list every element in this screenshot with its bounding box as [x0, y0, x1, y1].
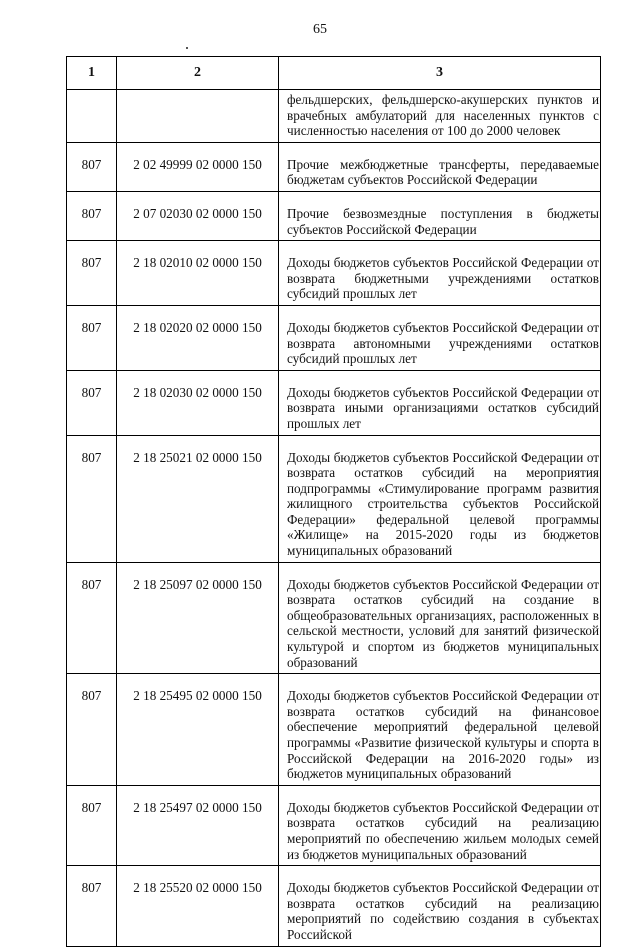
revenue-code-cell: 2 18 25021 02 0000 150: [117, 435, 279, 562]
description-cell: Доходы бюджетов субъектов Российской Федерации от возврата бюджетными учреждениями остатков субсидий прошлых лет: [279, 241, 601, 306]
scan-speck: [186, 47, 188, 49]
table-row: [67, 562, 601, 674]
table-row: [67, 305, 601, 370]
revenue-code-cell: 2 18 25497 02 0000 150: [117, 785, 279, 865]
table-row: [67, 785, 601, 865]
table-row: [67, 866, 601, 946]
admin-code-cell: 807: [67, 674, 117, 786]
description-cell: фельдшерских, фельдшерско-акушерских пунктов и врачебных амбулаторий для населенных пунктов с численностью населения от 100 до 2000 человек: [279, 90, 601, 143]
table-row: [67, 191, 601, 240]
revenue-codes-table: [66, 56, 601, 947]
table-row: [67, 241, 601, 306]
description-cell: Доходы бюджетов субъектов Российской Федерации от возврата автономными учреждениями остатков субсидий прошлых лет: [279, 305, 601, 370]
revenue-code-cell: 2 07 02030 02 0000 150: [117, 191, 279, 240]
description-cell: Доходы бюджетов субъектов Российской Федерации от возврата остатков субсидий на создание в общеобразовательных организациях, расположенных в сельской местности, условий для занятий физической культурой и спортом из бюджетов муниципальных образований: [279, 562, 601, 674]
admin-code-cell: 807: [67, 305, 117, 370]
table-row: [67, 370, 601, 435]
table-row: [67, 674, 601, 786]
description-cell: Доходы бюджетов субъектов Российской Федерации от возврата остатков субсидий на мероприятия подпрограммы «Стимулирование программ развития жилищного строительства субъектов Российской Федерации» федеральной целевой программы «Жилище» на 2015-2020 годы из бюджетов муниципальных образований: [279, 435, 601, 562]
revenue-code-cell: [117, 90, 279, 143]
admin-code-cell: 807: [67, 142, 117, 191]
revenue-code-cell: 2 18 25097 02 0000 150: [117, 562, 279, 674]
admin-code-cell: 807: [67, 562, 117, 674]
description-cell: Доходы бюджетов субъектов Российской Федерации от возврата иными организациями остатков субсидий прошлых лет: [279, 370, 601, 435]
admin-code-cell: 807: [67, 866, 117, 946]
table-row: [67, 435, 601, 562]
column-header-1: 1: [67, 57, 117, 90]
column-header-3: 3: [279, 57, 601, 90]
revenue-code-cell: 2 18 02030 02 0000 150: [117, 370, 279, 435]
table-row: [67, 142, 601, 191]
revenue-code-cell: 2 18 25520 02 0000 150: [117, 866, 279, 946]
description-cell: Доходы бюджетов субъектов Российской Федерации от возврата остатков субсидий на реализацию мероприятий по обеспечению жильем молодых семей из бюджетов муниципальных образований: [279, 785, 601, 865]
revenue-code-cell: 2 02 49999 02 0000 150: [117, 142, 279, 191]
description-cell: Доходы бюджетов субъектов Российской Федерации от возврата остатков субсидий на реализацию мероприятий по содействию создания в субъектах Российской: [279, 866, 601, 946]
revenue-code-cell: 2 18 25495 02 0000 150: [117, 674, 279, 786]
table-header-row: [67, 57, 601, 90]
column-header-2: 2: [117, 57, 279, 90]
revenue-code-cell: 2 18 02010 02 0000 150: [117, 241, 279, 306]
description-cell: Прочие межбюджетные трансферты, передаваемые бюджетам субъектов Российской Федерации: [279, 142, 601, 191]
admin-code-cell: 807: [67, 241, 117, 306]
description-cell: Доходы бюджетов субъектов Российской Федерации от возврата остатков субсидий на финансовое обеспечение мероприятий федеральной целевой программы «Развитие физической культуры и спорта в Российской Федерации на 2016-2020 годы» из бюджетов муниципальных образований: [279, 674, 601, 786]
revenue-code-cell: 2 18 02020 02 0000 150: [117, 305, 279, 370]
admin-code-cell: 807: [67, 435, 117, 562]
page-number: 65: [313, 22, 327, 37]
admin-code-cell: [67, 90, 117, 143]
table-row: [67, 90, 601, 143]
admin-code-cell: 807: [67, 370, 117, 435]
admin-code-cell: 807: [67, 191, 117, 240]
admin-code-cell: 807: [67, 785, 117, 865]
description-cell: Прочие безвозмездные поступления в бюджеты субъектов Российской Федерации: [279, 191, 601, 240]
